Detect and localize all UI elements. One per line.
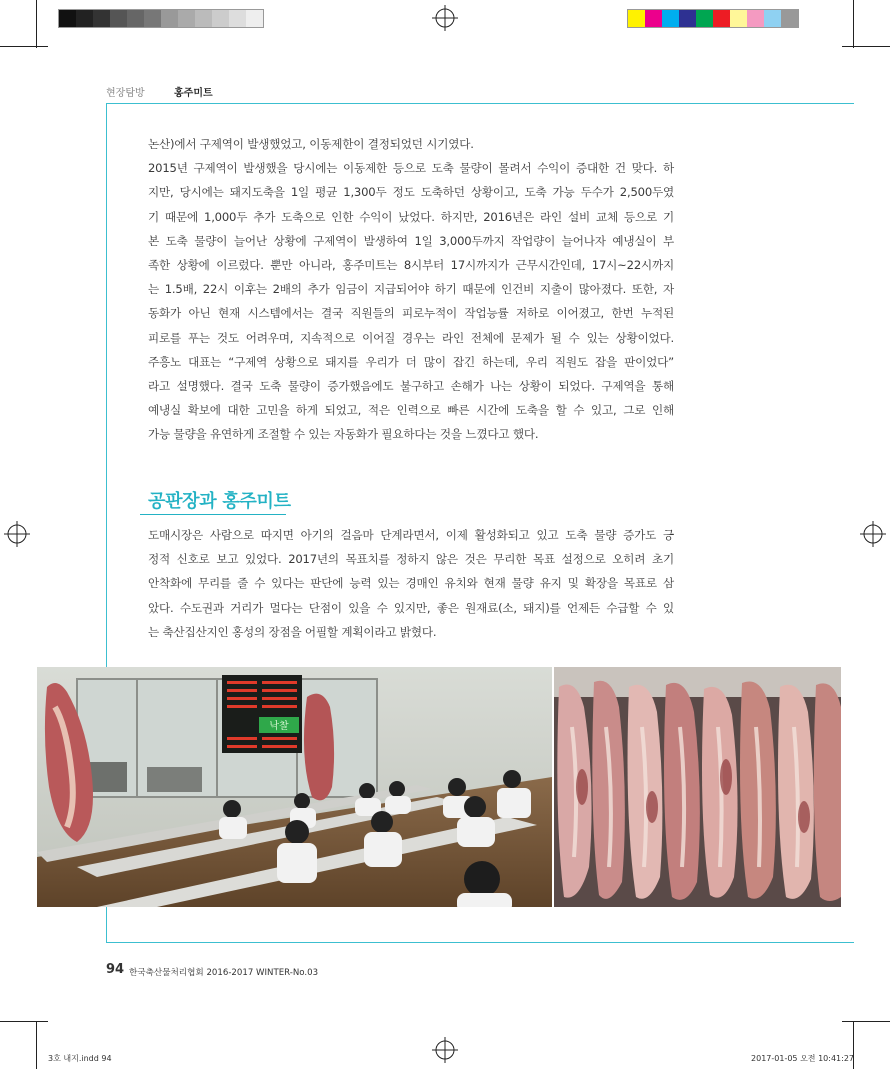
text-line: 논산)에서 구제역이 발생했었고, 이동제한이 결정되었던 시기였다. <box>148 137 474 151</box>
registration-mark-bottom <box>432 1037 458 1063</box>
registration-mark-left <box>4 521 30 547</box>
section-heading: 공판장과 홍주미트 <box>148 491 291 512</box>
registration-mark-top <box>432 5 458 31</box>
slug-file-name: 3호 내지.indd 94 <box>48 1054 112 1063</box>
header-rule <box>106 103 854 104</box>
text-line: 2015년 구제역이 발생했을 당시에는 이동제한 등으로 도축 물량이 몰려서 수익이 증대한 건 맞다. 하 <box>148 161 674 176</box>
text-line: 기 때문에 1,000두 추가 도축으로 인한 수익이 났었다. 하지만, 2016년은 라인 설비 교체 등으로 기 <box>148 209 674 224</box>
text-line: 정적 신호로 보고 있었다. 2017년의 목표치를 정하지 않은 것은 무리한 목표 설정으로 오히려 초기 <box>148 552 674 567</box>
text-line: 족한 상황에 이르렀다. 뿐만 아니라, 홍주미트는 8시부터 17시까지가 근무시간인데, 17시~22시까지 <box>148 258 674 273</box>
color-bar <box>627 9 799 28</box>
text-line: 는 축산집산지인 홍성의 장점을 어필할 계획이라고 밝혔다. <box>148 624 437 639</box>
text-line: 는 1.5배, 22시 이후는 2배의 추가 임금이 지급되어야 하기 때문에 인건비 지출이 많아졌다. 또한, 자 <box>148 282 674 297</box>
auction-room-photo <box>37 667 552 907</box>
section-title: 홍주미트 <box>174 88 213 99</box>
text-line: 가능 물량을 유연하게 조절할 수 있는 자동화가 필요하다는 것을 느꼈다고 했다. <box>148 427 539 442</box>
text-line: 도매시장은 사람으로 따지면 아기의 걸음마 단계라면서, 이제 활성화되고 있고 도축 물량 증가도 긍 <box>148 528 674 542</box>
registration-mark-right <box>860 521 886 547</box>
text-line: 예냉실 확보에 대한 고민을 하게 되었고, 적은 인력으로 빠른 시간에 도축을 할 수 있고, 그로 인해 <box>148 403 674 418</box>
text-line: 지만, 당시에는 돼지도축을 1일 평균 1,300두 정도 도축하던 상황이고, 도축 가능 두수가 2,500두였 <box>148 185 674 200</box>
body-paragraph-1 <box>148 132 674 447</box>
text-line: 동화가 아닌 현재 시스템에서는 결국 직원들의 피로누적이 작업능률 저하로 이어졌고, 한번 누적된 <box>148 306 674 321</box>
text-line: 라고 설명했다. 결국 도축 물량이 증가했음에도 불구하고 손해가 나는 상황이 되었다. 구제역을 통해 <box>148 379 674 394</box>
body-paragraph-2 <box>148 523 674 644</box>
section-label: 현장탐방 <box>106 88 145 99</box>
carcass-photo <box>554 667 841 907</box>
slug-timestamp: 2017-01-05 오전 10:41:27 <box>751 1054 854 1063</box>
text-line: 피로를 푸는 것도 어려우며, 지속적으로 이어질 경우는 라인 전체에 문제가 될 수 있는 상황이었다. <box>148 330 674 345</box>
text-line: 주흥노 대표는 “구제역 상황으로 돼지를 우리가 더 많이 잡긴 하는데, 우리 직원도 잡을 판이었다” <box>148 354 674 369</box>
footer-rule <box>106 942 854 943</box>
auction-sign-text: 낙찰 <box>269 721 289 732</box>
text-line: 안착화에 무리를 줄 수 있다는 판단에 능력 있는 경매인 유치와 현재 물량 유지 및 확장을 목표로 삼 <box>148 576 674 591</box>
grayscale-bar <box>58 9 264 28</box>
heading-underline <box>140 514 286 515</box>
publication-info: 한국축산물처리협회 2016-2017 WINTER-No.03 <box>129 968 319 978</box>
text-line: 았다. 수도권과 거리가 멀다는 단점이 있을 수 있지만, 좋은 원재료(소, 돼지)를 언제든 수급할 수 있 <box>148 600 674 615</box>
text-line: 본 도축 물량이 늘어난 상황에 구제역이 발생하여 1일 3,000두까지 작업량이 늘어나자 예냉실이 부 <box>148 233 674 248</box>
page-number: 94 <box>106 962 125 977</box>
